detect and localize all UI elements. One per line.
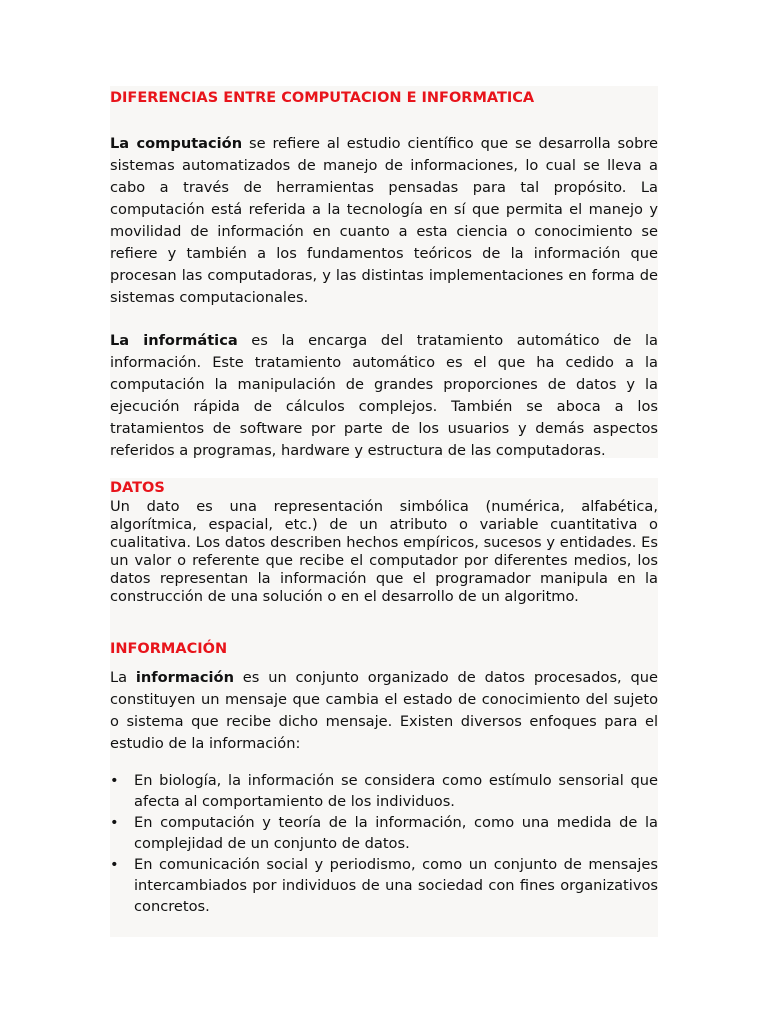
term-computacion: La computación <box>110 135 243 152</box>
text-computacion: se refiere al estudio científico que se desarrolla sobre sistemas automatizados de manejo de informaciones, lo cual se lleva a cabo a través de herramientas pensadas para tal propósito. La computación está referida a la tecnología en sí que permita el manejo y movilidad de información en cuanto a esta ciencia o conocimiento se refiere y también a los fundamentos teóricos de la información que procesan las computadoras, y las distintas implementaciones en forma de sistemas computacionales. <box>110 135 658 306</box>
paragraph-computacion <box>110 133 658 309</box>
section-informacion <box>110 614 658 937</box>
list-item-text: En comunicación social y periodismo, como un conjunto de mensajes intercambiados por individuos de una sociedad con fines organizativos concretos. <box>134 856 658 915</box>
list-item-text: En biología, la información se considera como estímulo sensorial que afecta al comportamiento de los individuos. <box>134 772 658 810</box>
bullet-icon: • <box>110 772 119 789</box>
term-informatica: La informática <box>110 332 238 349</box>
heading-datos: DATOS <box>110 480 165 496</box>
term-informacion: información <box>135 669 234 686</box>
list-item <box>110 812 658 854</box>
bullet-icon: • <box>110 856 119 873</box>
paragraph-datos: Un dato es una representación simbólica (numérica, alfabética, algorítmica, espacial, etc.) de un atributo o variable cuantitativa o cualitativa. Los datos describen hechos empíricos, sucesos y entidades. Es un valor o referente que recibe el computador por diferentes medios, los datos representan la información que el programador manipula en la construcción de una solución o en el desarrollo de un algoritmo. <box>110 498 658 605</box>
document-title: DIFERENCIAS ENTRE COMPUTACION E INFORMATICA <box>110 90 535 106</box>
section-diferencias <box>110 86 658 458</box>
document-page <box>110 86 658 937</box>
informacion-list <box>110 770 658 917</box>
informacion-prefix: La <box>110 669 136 686</box>
text-informacion: es un conjunto organizado de datos procesados, que constituyen un mensaje que cambia el estado de conocimiento del sujeto o sistema que recibe dicho mensaje. Existen diversos enfoques para el estudio de la información: <box>110 669 658 752</box>
text-informatica: es la encarga del tratamiento automático de la información. Este tratamiento automático es el que ha cedido a la computación la manipulación de grandes proporciones de datos y la ejecución rápida de cálculos complejos. También se aboca a los tratamientos de software por parte de los usuarios y demás aspectos referidos a programas, hardware y estructura de las computadoras. <box>110 332 658 459</box>
list-item <box>110 770 658 812</box>
section-datos <box>110 478 658 618</box>
heading-informacion: INFORMACIÓN <box>110 641 228 657</box>
paragraph-informatica <box>110 330 658 462</box>
bullet-icon: • <box>110 814 119 831</box>
paragraph-informacion <box>110 667 658 755</box>
list-item-text: En computación y teoría de la información, como una medida de la complejidad de un conjunto de datos. <box>134 814 658 852</box>
list-item <box>110 854 658 917</box>
